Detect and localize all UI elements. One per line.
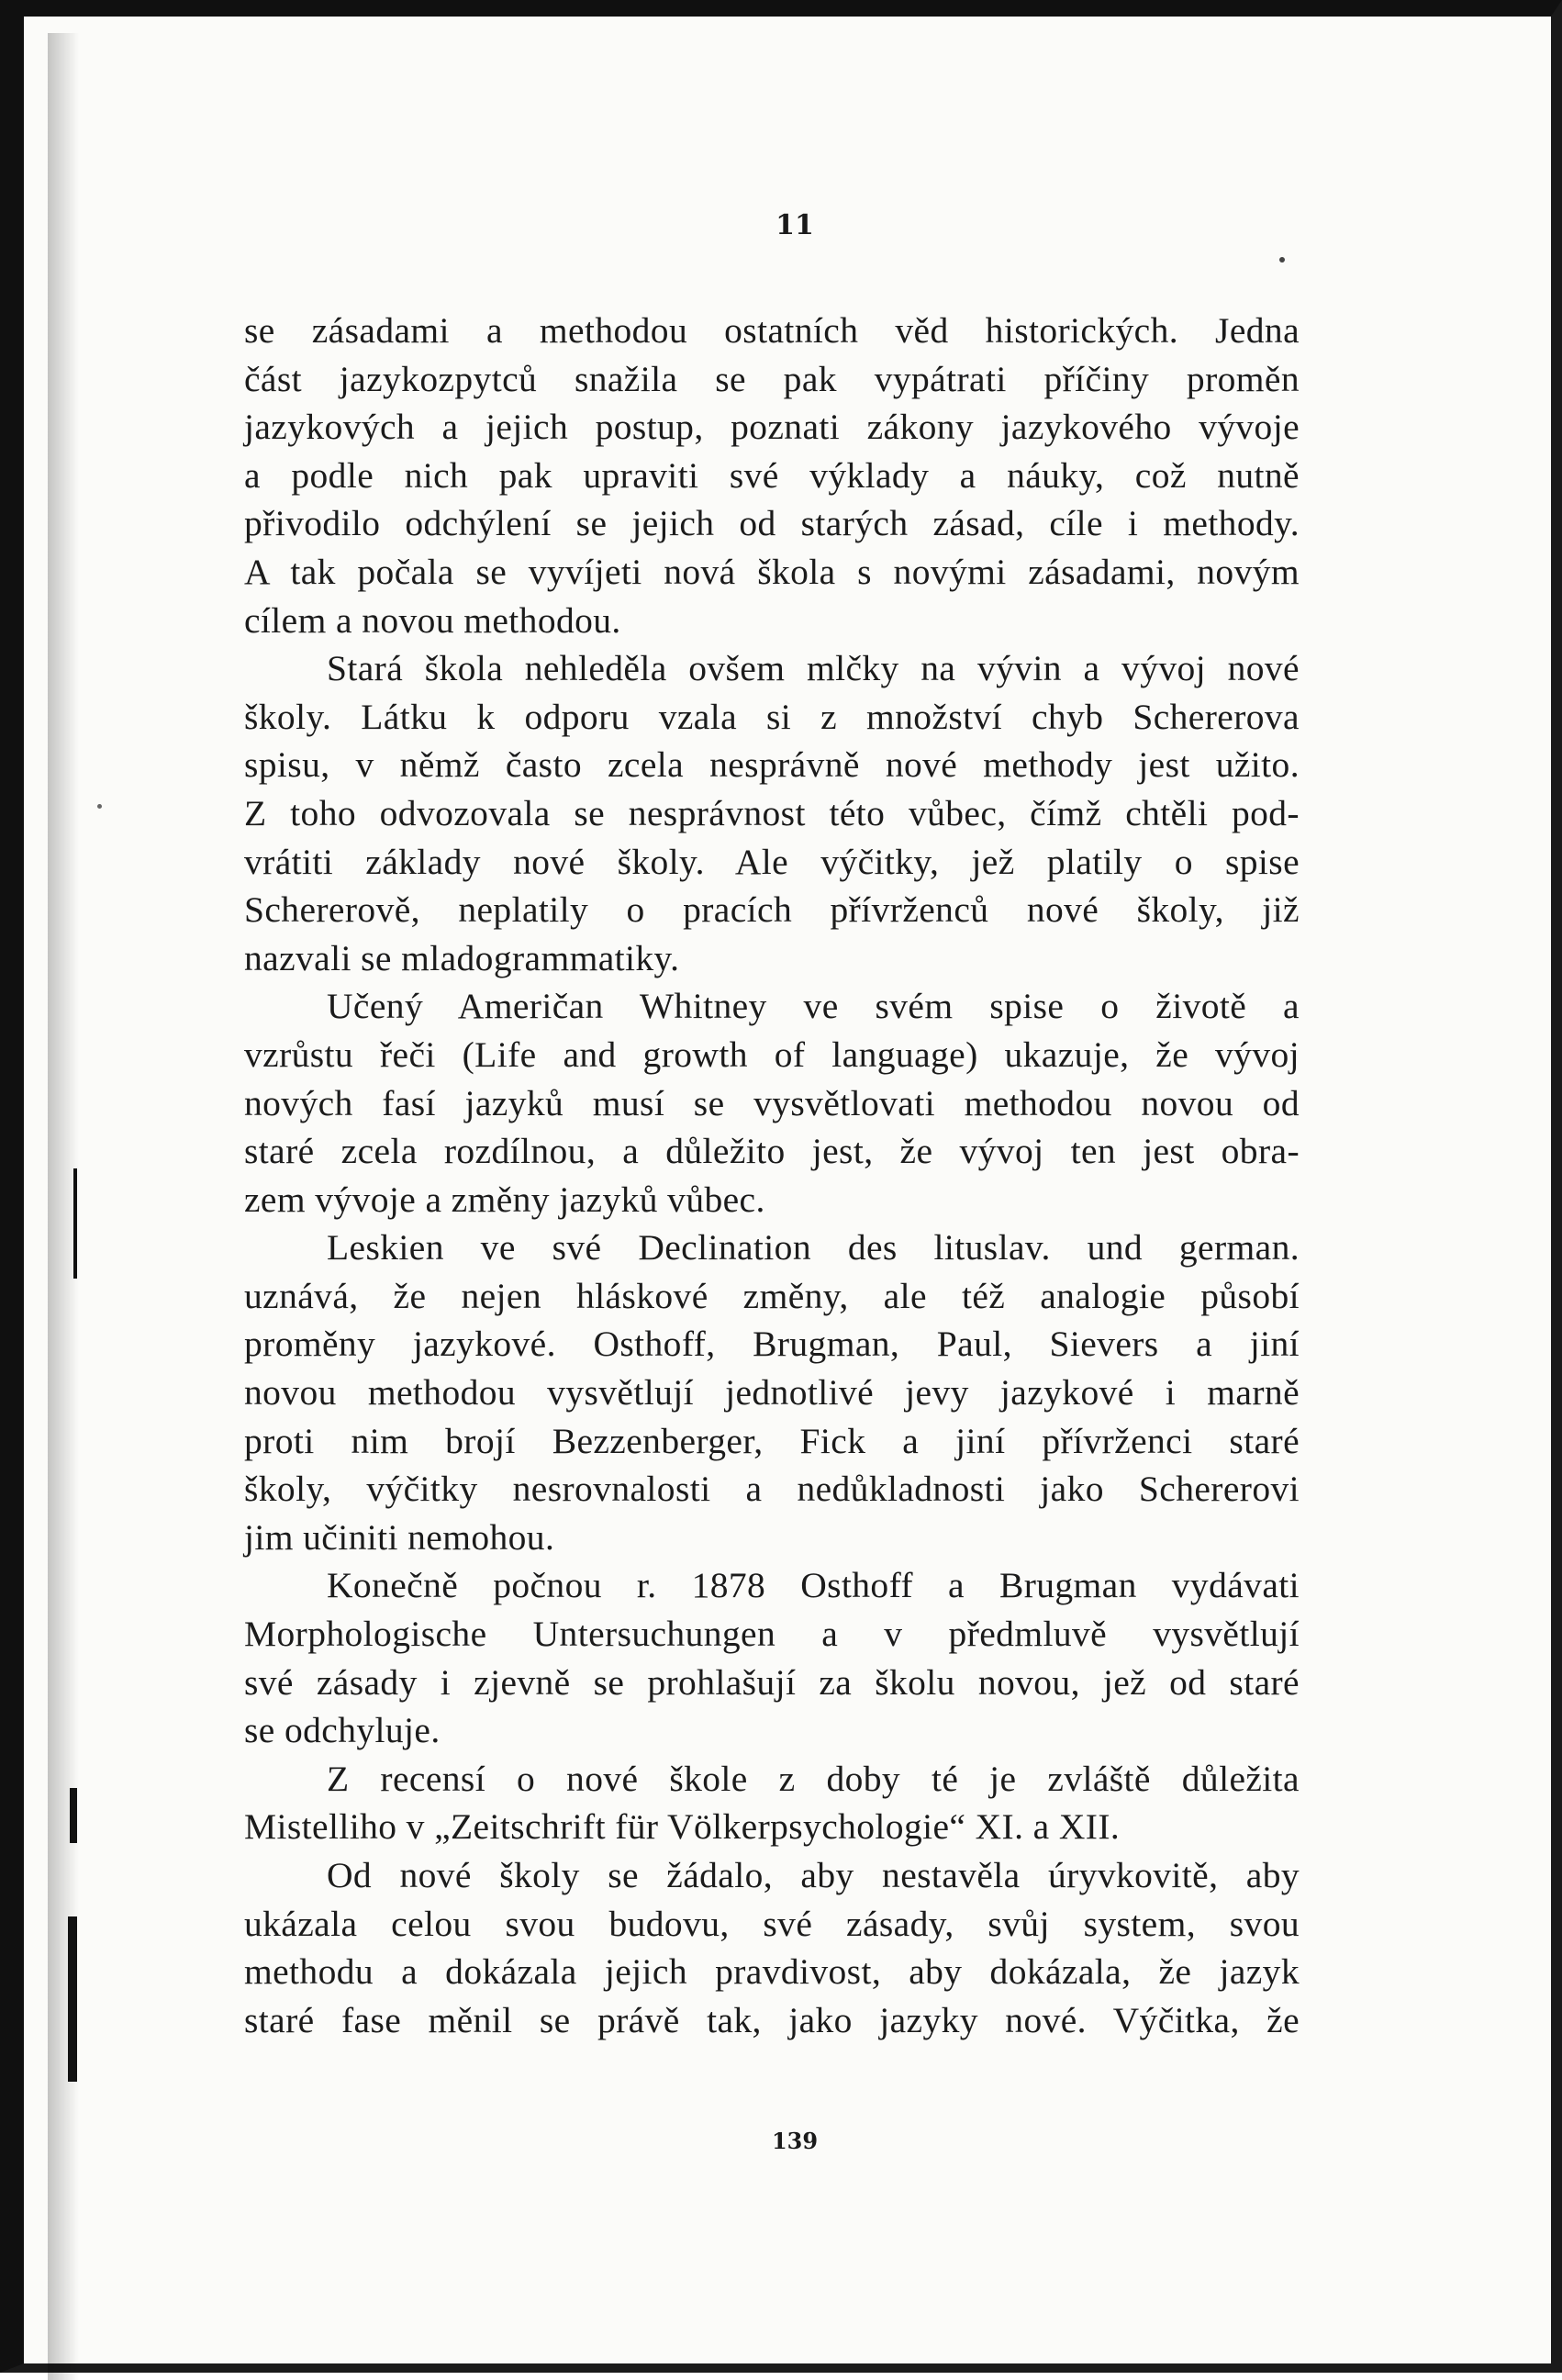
dust-speck — [97, 804, 102, 809]
edge-artifact — [68, 1916, 77, 2082]
text-line: vzrůstu řeči (Life and growth of language) ukazuje, že vývoj — [244, 1034, 1300, 1075]
text-line: proměny jazykové. Osthoff, Brugman, Paul, Sievers a jiní — [244, 1324, 1300, 1365]
text-line: školy, výčitky nesrovnalosti a nedůkladnosti jako Schererovi — [244, 1469, 1300, 1510]
text-line: jim učiniti nemohou. — [244, 1516, 555, 1558]
text-line: část jazykozpytců snažila se pak vypátrati příčiny proměn — [244, 358, 1300, 399]
text-line: A tak počala se vyvíjeti nová škola s novými zásadami, novým — [244, 551, 1300, 592]
text-line: jazykových a jejich postup, poznati zákony jazykového vývoje — [244, 407, 1300, 448]
body-text — [244, 307, 1300, 2044]
text-line: školy. Látku k odporu vzala si z množství chyb Schererova — [244, 696, 1300, 737]
text-line: cílem a novou methodou. — [244, 599, 621, 641]
text-line: Stará škola nehleděla ovšem mlčky na vývin a vývoj nové — [327, 648, 1300, 689]
text-line: uznává, že nejen hláskové změny, ale též analogie působí — [244, 1275, 1300, 1316]
text-line: Od nové školy se žádalo, aby nestavěla úryvkovitě, aby — [327, 1855, 1300, 1895]
text-line: své zásady i zjevně se prohlašují za školu novou, jež od staré — [244, 1661, 1300, 1703]
text-line: proti nim brojí Bezzenberger, Fick a jiní přívrženci staré — [244, 1420, 1300, 1461]
text-line: Leskien ve své Declination des lituslav. und german. — [327, 1227, 1300, 1268]
text-line: Z toho odvozovala se nesprávnost této vůbec, čímž chtěli pod- — [244, 792, 1300, 833]
text-line: Schererově, neplatily o pracích přívrženců nové školy, již — [244, 889, 1300, 931]
text-line: methodu a dokázala jejich pravdivost, aby dokázala, že jazyk — [244, 1951, 1300, 1993]
text-line: staré fase měnil se právě tak, jako jazyky nové. Výčitka, že — [244, 1999, 1300, 2040]
text-line: Mistelliho v „Zeitschrift für Völkerpsychologie“ XI. a XII. — [244, 1806, 1121, 1848]
dust-speck — [1279, 257, 1285, 263]
text-line: spisu, v němž často zcela nesprávně nové methody jest užito. — [244, 744, 1300, 786]
text-line: a podle nich pak upraviti své výklady a náuky, což nutně — [244, 454, 1300, 496]
text-line: Z recensí o nové škole z doby té je zvláště důležita — [327, 1758, 1300, 1799]
text-line: novou methodou vysvětlují jednotlivé jevy jazykové i marně — [244, 1372, 1300, 1413]
text-line: staré zcela rozdílnou, a důležito jest, že vývoj ten jest obra- — [244, 1131, 1300, 1172]
text-line: nazvali se mladogrammatiky. — [244, 937, 680, 978]
text-line: přivodilo odchýlení se jejich od starých zásad, cíle i methody. — [244, 503, 1300, 544]
edge-artifact — [70, 1788, 77, 1843]
text-line: vrátiti základy nové školy. Ale výčitky, jež platily o spise — [244, 841, 1300, 882]
text-line: ukázala celou svou budovu, své zásady, svůj system, svou — [244, 1903, 1300, 1944]
text-line: zem vývoje a změny jazyků vůbec. — [244, 1179, 765, 1220]
edge-artifact — [73, 1168, 77, 1279]
text-line: Učený Američan Whitney ve svém spise o životě a — [327, 986, 1300, 1027]
page-number: 11 — [775, 209, 814, 241]
text-line: Morphologische Untersuchungen a v předmluvě vysvětlují — [244, 1614, 1300, 1655]
signature-mark: 139 — [771, 2128, 819, 2154]
text-line: nových fasí jazyků musí se vysvětlovati methodou novou od — [244, 1082, 1300, 1123]
text-line: Konečně počnou r. 1878 Osthoff a Brugman vydávati — [327, 1565, 1300, 1606]
text-line: se odchyluje. — [244, 1710, 441, 1751]
text-line: se zásadami a methodou ostatních věd historických. Jedna — [244, 310, 1300, 351]
